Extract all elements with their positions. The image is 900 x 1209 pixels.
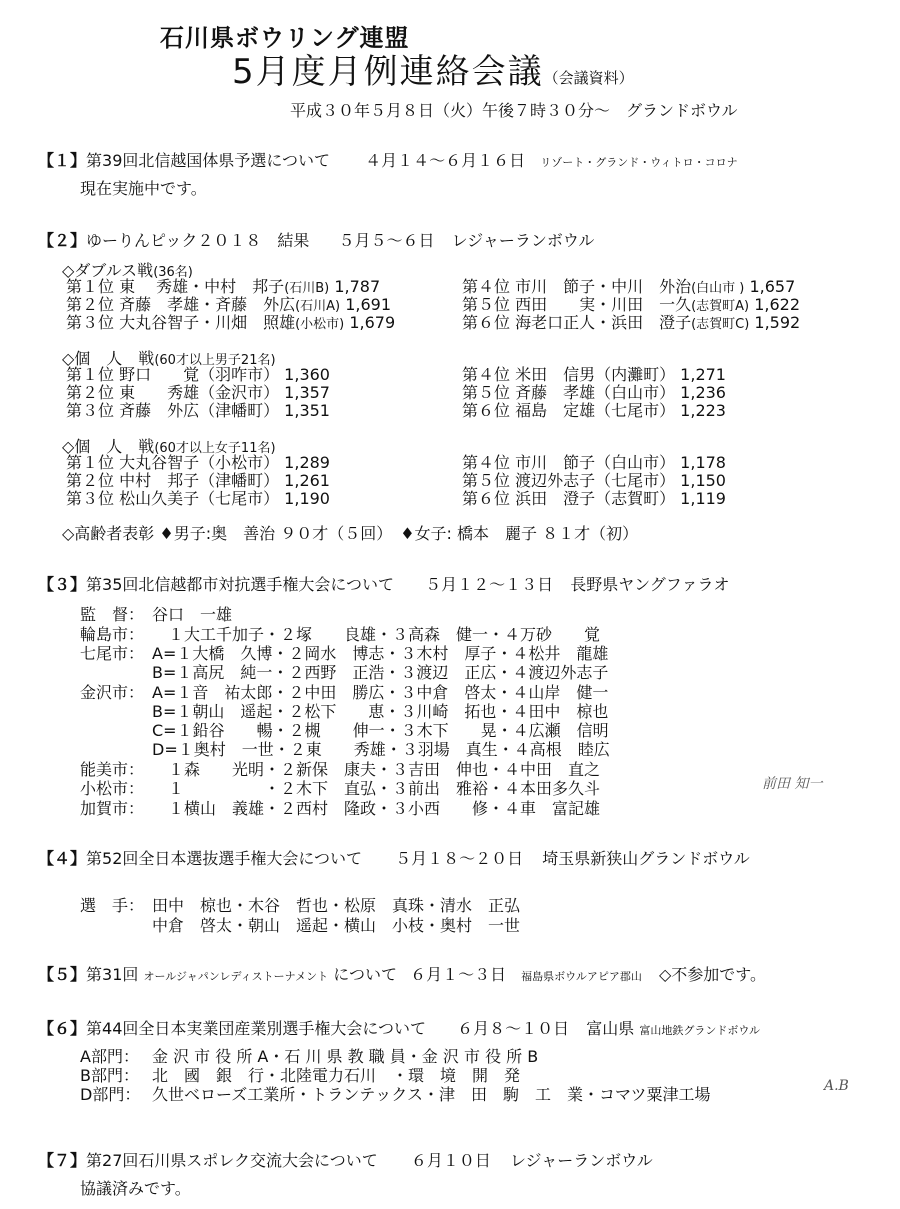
team-row: 加賀市： １横山 義雄・２西村 隆政・３小西 修・４車 富記雄 [80, 799, 601, 818]
doubles-result: 第３位 大丸谷智子・川畑 照雄(小松市) 1,679 [66, 313, 396, 332]
team-row: 金沢市： A=１音 祐太郎・２中田 勝広・３中倉 啓太・４山岸 健一 [80, 683, 609, 702]
division-row: B部門： 北 國 銀 行・北陸電力石川 ・環 境 開 発 [80, 1066, 521, 1085]
section-number: 【１】 [38, 151, 87, 170]
section-7-note: 協議済みです。 [80, 1179, 191, 1198]
section-note: ◇不参加です。 [658, 965, 766, 984]
section-venue: リゾート・グランド・ウィトロ・コロナ [540, 156, 738, 169]
men-label: ◇個 人 戦 [62, 349, 155, 368]
doubles-label: ◇ダブルス戦 [62, 261, 154, 280]
section-4-heading [38, 846, 750, 869]
men-result: 第１位 野口 覚（羽咋市） 1,360 [66, 365, 330, 384]
section-6-heading [38, 1016, 760, 1039]
section-number: 【７】 [38, 1151, 87, 1170]
players-row: 中倉 啓太・朝山 遥起・横山 小枝・奥村 一世 [152, 916, 521, 935]
doubles-result: 第６位 海老口正人・浜田 澄子(志賀町C) 1,592 [462, 313, 801, 332]
section-title: ゆーりんピック２０１８ 結果 [86, 231, 310, 250]
section-date: ６月８〜１０日 [457, 1019, 570, 1038]
section-5-heading [38, 962, 766, 985]
section-date: ６月１０日 [410, 1151, 491, 1170]
men-result: 第５位 斉藤 孝雄（白山市） 1,236 [462, 383, 726, 402]
section-1-note: 現在実施中です。 [80, 179, 207, 198]
players-row: 選 手： 田中 椋也・木谷 哲也・松原 真珠・清水 正弘 [80, 896, 521, 915]
section-title: 第31回 [86, 965, 139, 984]
section-number: 【５】 [38, 965, 87, 984]
section-2-heading [38, 228, 594, 251]
women-result: 第１位 大丸谷智子（小松市） 1,289 [66, 453, 330, 472]
section-7-heading [38, 1148, 653, 1171]
women-result: 第４位 市川 節子（白山市） 1,178 [462, 453, 726, 472]
section-title: 第35回北信越都市対抗選手権大会について [86, 575, 395, 594]
section-number: 【３】 [38, 575, 87, 594]
men-result: 第６位 福島 定雄（七尾市） 1,223 [462, 401, 726, 420]
men-count: (60才以上男子21名) [154, 353, 276, 368]
men-result: 第４位 米田 信男（内灘町） 1,271 [462, 365, 726, 384]
handwritten-note: 前田 知一 [762, 776, 823, 792]
men-result: 第２位 東 秀雄（金沢市） 1,357 [66, 383, 330, 402]
section-venue: 福島県ボウルアピア郡山 [521, 970, 642, 983]
section-date: ５月１２〜１３日 [425, 575, 554, 594]
section-title: 第39回北信越国体県予選について [86, 151, 331, 170]
women-count: (60才以上女子11名) [154, 441, 276, 456]
section-title: 第44回全日本実業団産業別選手権大会について [86, 1019, 427, 1038]
handwritten-note: A.B [824, 1078, 849, 1094]
team-row: 小松市： １ ・２木下 直弘・３前出 雅裕・４本田多久斗 [80, 779, 601, 798]
doubles-result: 第５位 西田 実・川田 一久(志賀町A) 1,622 [462, 295, 801, 314]
elder-award: ◇高齢者表彰 ♦男子:奥 善治 ９０才（５回） ♦女子: 橋本 麗子 ８１才（初） [62, 524, 639, 543]
section-venue: 長野県ヤングファラオ [570, 575, 730, 594]
organization-name: 石川県ボウリング連盟 [160, 24, 410, 52]
team-row: 七尾市： A=１大橋 久博・２岡水 博志・３木村 厚子・４松井 龍雄 [80, 644, 609, 663]
section-venue: レジャーランボウル [509, 1151, 653, 1170]
section-date: ５月５〜６日 [338, 231, 435, 250]
women-label: ◇個 人 戦 [62, 437, 155, 456]
section-venue: 富山県 [586, 1019, 635, 1038]
team-row: D=１奥村 一世・２東 秀雄・３羽場 真生・４高根 睦広 [152, 740, 610, 759]
women-result: 第３位 松山久美子（七尾市） 1,190 [66, 489, 330, 508]
doubles-count: (36名) [153, 265, 193, 280]
team-row: B=１高尻 純一・２西野 正浩・３渡辺 正広・４渡辺外志子 [152, 663, 609, 682]
section-number: 【２】 [38, 231, 87, 250]
doubles-result: 第２位 斉藤 孝雄・斉藤 外広(石川A) 1,691 [66, 295, 392, 314]
section-venue-detail: 富山地鉄グランドボウル [639, 1024, 761, 1037]
section-date: ４月１４〜６月１６日 [365, 151, 526, 170]
team-row: 監 督： 谷口 一雄 [80, 605, 233, 624]
section-1-heading [38, 148, 738, 171]
section-title-tail: について [333, 965, 397, 984]
team-row: 輪島市： １大工千加子・２塚 良雄・３高森 健一・４万砂 覚 [80, 625, 601, 644]
section-number: 【６】 [38, 1019, 87, 1038]
section-date: ６月１〜３日 [410, 965, 507, 984]
section-title: 第52回全日本選抜選手権大会について [86, 849, 363, 868]
team-row: B=１朝山 遥起・２松下 恵・３川崎 拓也・４田中 椋也 [152, 702, 609, 721]
section-venue: 埼玉県新狭山グランドボウル [542, 849, 750, 868]
document-title [232, 44, 634, 93]
women-result: 第６位 浜田 澄子（志賀町） 1,119 [462, 489, 726, 508]
section-date: ５月１８〜２０日 [395, 849, 524, 868]
women-result: 第５位 渡辺外志子（七尾市） 1,150 [462, 471, 726, 490]
section-venue: レジャーランボウル [451, 231, 595, 250]
section-number: 【４】 [38, 849, 87, 868]
doubles-result: 第４位 市川 節子・中川 外治(白山市 ) 1,657 [462, 277, 796, 296]
team-row: C=１鉛谷 暢・２槻 伸一・３木下 晃・４広瀬 信明 [152, 721, 609, 740]
men-result: 第３位 斉藤 外広（津幡町） 1,351 [66, 401, 330, 420]
title-note: （会議資料） [543, 69, 634, 87]
division-row: A部門： 金 沢 市 役 所 A・石 川 県 教 職 員・金 沢 市 役 所 B [80, 1047, 539, 1066]
title-text: 5月度月例連絡会議 [232, 52, 544, 92]
team-row: 能美市： １森 光明・２新保 康夫・３吉田 伸也・４中田 直之 [80, 760, 601, 779]
division-row: D部門： 久世ベローズ工業所・トランテックス・津 田 駒 工 業・コマツ粟津工場 [80, 1085, 711, 1104]
section-title: 第27回石川県スポレク交流大会について [86, 1151, 378, 1170]
section-title-small: オールジャパンレディストーナメント [143, 970, 329, 983]
women-result: 第２位 中村 邦子（津幡町） 1,261 [66, 471, 330, 490]
meeting-datetime: 平成３０年５月８日（火）午後７時３０分〜 グランドボウル [290, 101, 738, 120]
doubles-result: 第１位 東 秀雄・中村 邦子(石川B) 1,787 [66, 277, 381, 296]
section-3-heading [38, 572, 729, 595]
